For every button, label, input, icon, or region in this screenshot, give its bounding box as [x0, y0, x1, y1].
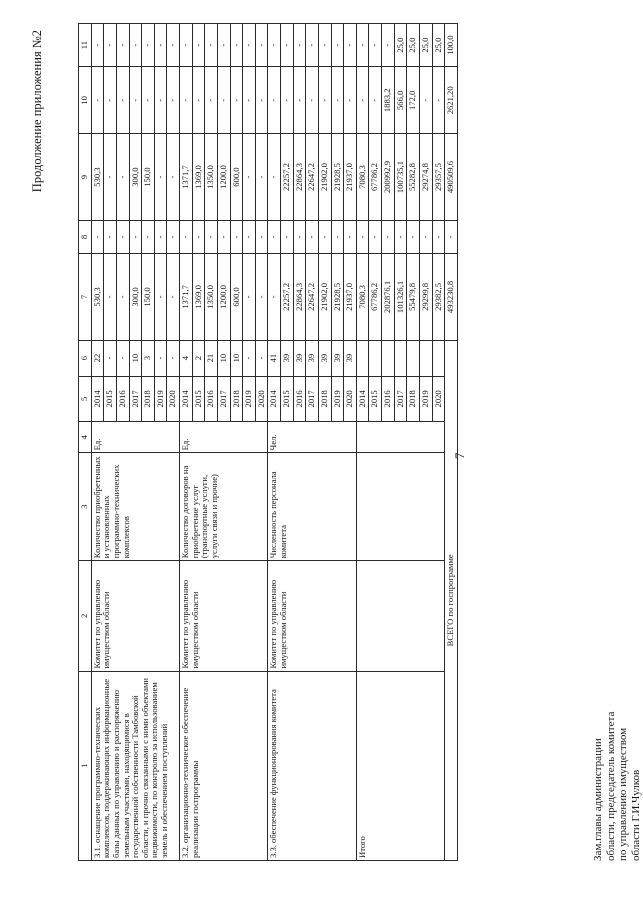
- program-table: [78, 23, 458, 861]
- value-cell: -: [91, 24, 104, 67]
- column-number: 1: [79, 671, 92, 860]
- section-unit: Ед.: [91, 422, 179, 453]
- value-cell: 25,0: [432, 24, 445, 67]
- value-cell: 4: [180, 340, 193, 376]
- year-cell: 2017: [306, 376, 319, 422]
- value-cell: 7080,3: [356, 134, 369, 220]
- value-cell: 21928,5: [331, 134, 344, 220]
- section-indicator: Количество приобретенных и установленных программно-технических комплексов: [91, 453, 179, 561]
- total-row: [445, 24, 458, 861]
- value-cell: -: [243, 220, 256, 254]
- value-cell: -: [255, 340, 268, 376]
- year-cell: 2016: [293, 376, 306, 422]
- value-cell: -: [167, 220, 180, 254]
- value-cell: -: [331, 24, 344, 67]
- value-cell: -: [116, 67, 129, 134]
- section-name: 3.1. оснащение программно-технических комплексов, поддерживающих информационные базы данных по управлению и распоряжению земельным участками, находящимися в государственной собственности Тамбовской области, и прочно связанными с ними объектами недвижимости, по контролю за использованием земель и обеспечением поступлений: [91, 671, 179, 860]
- value-cell: -: [129, 67, 142, 134]
- value-cell: [419, 340, 432, 376]
- value-cell: 55282,8: [407, 134, 420, 220]
- value-cell: -: [369, 220, 382, 254]
- value-cell: -: [382, 220, 395, 254]
- value-cell: [432, 340, 445, 376]
- value-cell: 39: [318, 340, 331, 376]
- value-cell: -: [255, 134, 268, 220]
- value-cell: -: [129, 220, 142, 254]
- value-cell: -: [419, 220, 432, 254]
- value-cell: -: [91, 220, 104, 254]
- year-cell: 2019: [331, 376, 344, 422]
- value-cell: -: [293, 67, 306, 134]
- value-cell: -: [205, 24, 218, 67]
- value-cell: -: [154, 67, 167, 134]
- value-cell: -: [91, 67, 104, 134]
- value-cell: -: [281, 220, 294, 254]
- value-cell: 25,0: [407, 24, 420, 67]
- year-cell: 2020: [255, 376, 268, 422]
- value-cell: -: [318, 24, 331, 67]
- value-cell: -: [167, 134, 180, 220]
- value-cell: -: [268, 67, 281, 134]
- year-cell: 2017: [394, 376, 407, 422]
- value-cell: 39: [281, 340, 294, 376]
- value-cell: -: [205, 220, 218, 254]
- value-cell: 22647,2: [306, 134, 319, 220]
- value-cell: 41: [268, 340, 281, 376]
- page-number: 7: [452, 452, 467, 459]
- table-row: [180, 24, 193, 861]
- value-cell: -: [331, 67, 344, 134]
- column-number: 6: [79, 340, 92, 376]
- value-cell: -: [243, 24, 256, 67]
- value-cell: 67786,2: [369, 254, 382, 340]
- value-cell: 172,0: [407, 67, 420, 134]
- value-cell: -: [243, 134, 256, 220]
- year-cell: 2016: [205, 376, 218, 422]
- value-cell: -: [344, 220, 357, 254]
- year-cell: 2015: [192, 376, 205, 422]
- value-cell: 21: [205, 340, 218, 376]
- year-cell: 2015: [281, 376, 294, 422]
- value-cell: -: [255, 24, 268, 67]
- value-cell: [356, 340, 369, 376]
- value-cell: 530,3: [91, 254, 104, 340]
- value-cell: 10: [129, 340, 142, 376]
- value-cell: -: [369, 67, 382, 134]
- value-cell: -: [230, 67, 243, 134]
- value-cell: -: [432, 67, 445, 134]
- appendix-subtitle: Продолжение приложения №2: [30, 30, 44, 193]
- year-cell: 2014: [356, 376, 369, 422]
- section-unit: Чел.: [268, 422, 356, 453]
- itogo-label: Итого: [356, 671, 444, 860]
- value-cell: -: [255, 67, 268, 134]
- column-number: 11: [79, 24, 92, 67]
- value-cell: 3: [142, 340, 155, 376]
- value-cell: 39: [344, 340, 357, 376]
- year-cell: 2016: [382, 376, 395, 422]
- value-cell: -: [356, 220, 369, 254]
- value-cell: 100735,1: [394, 134, 407, 220]
- value-cell: 200992,9: [382, 134, 395, 220]
- value-cell: 21902,0: [318, 254, 331, 340]
- value-cell: -: [318, 220, 331, 254]
- value-cell: 150,0: [142, 254, 155, 340]
- value-cell: -: [394, 220, 407, 254]
- value-cell: -: [306, 67, 319, 134]
- value-cell: -: [104, 67, 117, 134]
- section-executor: Комитет по управлению имуществом области: [180, 561, 268, 671]
- value-cell: -: [116, 24, 129, 67]
- section-indicator: Численность персонала комитета: [268, 453, 356, 561]
- value-cell: 202876,1: [382, 254, 395, 340]
- value-cell: 1369,0: [192, 134, 205, 220]
- column-number: 7: [79, 254, 92, 340]
- value-cell: -: [116, 340, 129, 376]
- value-cell: 29357,5: [432, 134, 445, 220]
- value-cell: 1200,0: [217, 134, 230, 220]
- signature-line: по управлению имуществом: [617, 727, 630, 861]
- value-cell: -: [154, 340, 167, 376]
- value-cell: 300,0: [129, 254, 142, 340]
- year-cell: 2014: [91, 376, 104, 422]
- value-cell: 29274,8: [419, 134, 432, 220]
- value-cell: 22864,3: [293, 254, 306, 340]
- value-cell: 22: [91, 340, 104, 376]
- value-cell: -: [306, 220, 319, 254]
- value-cell: -: [344, 67, 357, 134]
- value-cell: 39: [306, 340, 319, 376]
- signature-line: Зам.главы администрации: [592, 738, 604, 861]
- value-cell: -: [230, 220, 243, 254]
- value-cell: -: [116, 134, 129, 220]
- value-cell: -: [217, 24, 230, 67]
- value-cell: 55479,8: [407, 254, 420, 340]
- column-number: 3: [79, 453, 92, 561]
- year-cell: 2015: [369, 376, 382, 422]
- value-cell: -: [142, 220, 155, 254]
- value-cell: 7080,3: [356, 254, 369, 340]
- total-value: 100,0: [445, 24, 458, 67]
- value-cell: -: [180, 220, 193, 254]
- value-cell: 29382,5: [432, 254, 445, 340]
- value-cell: -: [154, 24, 167, 67]
- value-cell: -: [268, 220, 281, 254]
- value-cell: 150,0: [142, 134, 155, 220]
- section-executor: Комитет по управлению имуществом области: [268, 561, 356, 671]
- section-indicator: Количество договоров на приобретение услуг (транспортные услуги, услуги связи и прочие): [180, 453, 268, 561]
- year-cell: 2020: [432, 376, 445, 422]
- value-cell: -: [104, 134, 117, 220]
- value-cell: [369, 340, 382, 376]
- year-cell: 2014: [180, 376, 193, 422]
- value-cell: 600,0: [230, 134, 243, 220]
- value-cell: -: [217, 220, 230, 254]
- value-cell: -: [281, 67, 294, 134]
- value-cell: -: [154, 134, 167, 220]
- empty-cell: [356, 453, 444, 561]
- value-cell: -: [142, 24, 155, 67]
- value-cell: 2: [192, 340, 205, 376]
- value-cell: -: [167, 254, 180, 340]
- value-cell: [394, 340, 407, 376]
- value-cell: -: [293, 220, 306, 254]
- table-row: [356, 24, 369, 861]
- value-cell: -: [180, 24, 193, 67]
- header-row: [79, 24, 92, 861]
- signature-block: [592, 712, 643, 861]
- value-cell: -: [281, 24, 294, 67]
- year-cell: 2019: [243, 376, 256, 422]
- value-cell: -: [167, 340, 180, 376]
- value-cell: -: [154, 220, 167, 254]
- value-cell: 22257,2: [281, 254, 294, 340]
- column-number: 5: [79, 376, 92, 422]
- value-cell: 25,0: [394, 24, 407, 67]
- value-cell: 1883,2: [382, 67, 395, 134]
- section-name: 3.3. обеспечение функционирования комитета: [268, 671, 356, 860]
- value-cell: 21902,0: [318, 134, 331, 220]
- value-cell: -: [192, 220, 205, 254]
- value-cell: -: [331, 220, 344, 254]
- value-cell: -: [382, 24, 395, 67]
- year-cell: 2017: [129, 376, 142, 422]
- value-cell: -: [129, 24, 142, 67]
- value-cell: -: [407, 220, 420, 254]
- year-cell: 2014: [268, 376, 281, 422]
- value-cell: -: [243, 67, 256, 134]
- value-cell: -: [192, 24, 205, 67]
- year-cell: 2018: [407, 376, 420, 422]
- value-cell: -: [419, 67, 432, 134]
- value-cell: -: [243, 254, 256, 340]
- value-cell: 10: [230, 340, 243, 376]
- empty-cell: [356, 422, 444, 453]
- value-cell: -: [116, 254, 129, 340]
- value-cell: 67786,2: [369, 134, 382, 220]
- value-cell: 21937,0: [344, 134, 357, 220]
- value-cell: 300,0: [129, 134, 142, 220]
- value-cell: -: [167, 24, 180, 67]
- value-cell: -: [104, 220, 117, 254]
- section-executor: Комитет по управлению имуществом области: [91, 561, 179, 671]
- value-cell: [407, 340, 420, 376]
- value-cell: 22647,2: [306, 254, 319, 340]
- year-cell: 2019: [419, 376, 432, 422]
- value-cell: -: [344, 24, 357, 67]
- value-cell: 1371,7: [180, 134, 193, 220]
- table-body: [79, 24, 458, 861]
- value-cell: 29299,8: [419, 254, 432, 340]
- value-cell: -: [142, 67, 155, 134]
- column-number: 2: [79, 561, 92, 671]
- year-cell: 2020: [167, 376, 180, 422]
- year-cell: 2020: [344, 376, 357, 422]
- value-cell: 101326,1: [394, 254, 407, 340]
- value-cell: 1200,0: [217, 254, 230, 340]
- signature-line: области Г.И.Чулков: [629, 769, 642, 861]
- value-cell: -: [167, 67, 180, 134]
- value-cell: 530,3: [91, 134, 104, 220]
- value-cell: 39: [293, 340, 306, 376]
- column-number: 8: [79, 220, 92, 254]
- total-label: ВСЕГО по госпрограмме: [445, 340, 458, 860]
- value-cell: -: [318, 67, 331, 134]
- empty-cell: [356, 561, 444, 671]
- value-cell: 10: [217, 340, 230, 376]
- value-cell: -: [369, 24, 382, 67]
- year-cell: 2016: [116, 376, 129, 422]
- value-cell: -: [104, 24, 117, 67]
- value-cell: 39: [331, 340, 344, 376]
- value-cell: 566,0: [394, 67, 407, 134]
- value-cell: -: [268, 134, 281, 220]
- column-number: 10: [79, 67, 92, 134]
- value-cell: -: [356, 67, 369, 134]
- table-row: [268, 24, 281, 861]
- value-cell: 22257,2: [281, 134, 294, 220]
- value-cell: -: [104, 340, 117, 376]
- value-cell: 600,0: [230, 254, 243, 340]
- value-cell: -: [356, 24, 369, 67]
- year-cell: 2018: [142, 376, 155, 422]
- year-cell: 2019: [154, 376, 167, 422]
- table-row: [91, 24, 104, 861]
- signature-line: области, председатель комитета: [604, 711, 617, 861]
- value-cell: -: [255, 254, 268, 340]
- total-value: -: [445, 220, 458, 254]
- value-cell: -: [116, 220, 129, 254]
- value-cell: 21928,5: [331, 254, 344, 340]
- value-cell: [382, 340, 395, 376]
- value-cell: 21937,0: [344, 254, 357, 340]
- value-cell: 1369,0: [192, 254, 205, 340]
- value-cell: 1371,7: [180, 254, 193, 340]
- value-cell: 22864,3: [293, 134, 306, 220]
- value-cell: -: [217, 67, 230, 134]
- value-cell: -: [243, 340, 256, 376]
- value-cell: -: [154, 254, 167, 340]
- year-cell: 2015: [104, 376, 117, 422]
- value-cell: -: [268, 24, 281, 67]
- column-number: 9: [79, 134, 92, 220]
- value-cell: -: [293, 24, 306, 67]
- total-value: 493230,8: [445, 254, 458, 340]
- value-cell: -: [230, 24, 243, 67]
- year-cell: 2018: [318, 376, 331, 422]
- value-cell: -: [432, 220, 445, 254]
- year-cell: 2018: [230, 376, 243, 422]
- value-cell: -: [104, 254, 117, 340]
- column-number: 4: [79, 422, 92, 453]
- value-cell: 1350,0: [205, 134, 218, 220]
- value-cell: 1350,0: [205, 254, 218, 340]
- value-cell: -: [192, 67, 205, 134]
- total-value: 2621,20: [445, 67, 458, 134]
- value-cell: 25,0: [419, 24, 432, 67]
- value-cell: -: [306, 24, 319, 67]
- value-cell: -: [180, 67, 193, 134]
- section-unit: Ед.: [180, 422, 268, 453]
- section-name: 3.2. организационно-техническое обеспечение реализации госпрограммы: [180, 671, 268, 860]
- value-cell: -: [255, 220, 268, 254]
- total-value: 490509,6: [445, 134, 458, 220]
- value-cell: -: [268, 254, 281, 340]
- year-cell: 2017: [217, 376, 230, 422]
- value-cell: -: [205, 67, 218, 134]
